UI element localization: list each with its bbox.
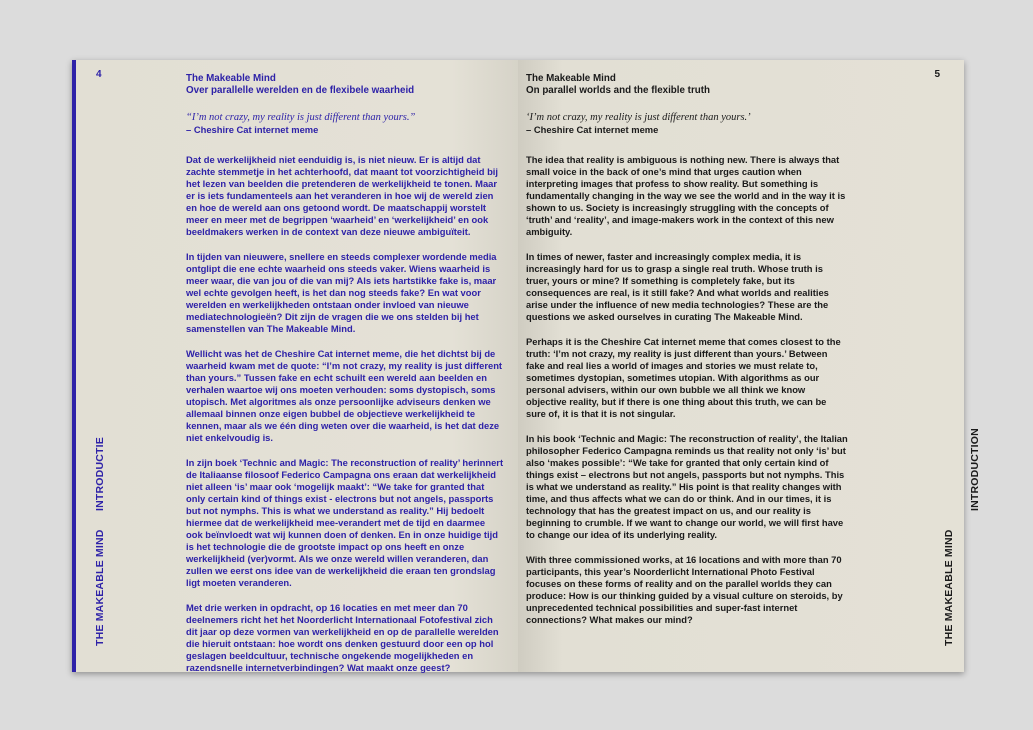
right-quote-source: – Cheshire Cat internet meme	[526, 124, 659, 135]
right-paragraph-4: In his book ‘Technic and Magic: The reconstruction of reality’, the Italian philosopher Federico Campagna reminds us that reality not only ‘is’ but also ‘makes possible’: “We take for granted that only certain kind of things exist – electrons but not angels, passports but not nymphs. This is what we understand as reality.” His point is that reality changes with time, and thus affects what we can do or think. And in our times, it is technology that has the greatest impact on us, and our reality is beginning to crumble. If we want to change our world, we will first have to change our idea of its underlying reality.	[526, 433, 848, 540]
left-quote: “I’m not crazy, my reality is just different than yours.”	[186, 112, 416, 123]
right-quote: ‘I’m not crazy, my reality is just different than yours.’	[526, 112, 751, 123]
right-quote-block	[526, 112, 848, 136]
left-quote-source: – Cheshire Cat internet meme	[186, 124, 319, 135]
right-vertical-section: INTRODUCTION	[969, 428, 982, 511]
page-number-right: 5	[934, 69, 940, 80]
right-title: The Makeable Mind	[526, 73, 616, 84]
right-subtitle: On parallel worlds and the flexible truth	[526, 85, 710, 96]
left-subtitle: Over parallelle werelden en de flexibele waarheid	[186, 85, 415, 96]
right-paragraph-3: Perhaps it is the Cheshire Cat internet meme that comes closest to the truth: ‘I’m not crazy, my reality is just different than yours.’ Between fake and real lies a world of images and stories we must relate to, sometimes dystopian, sometimes utopian. With algorithms as our personal advisers, within our own bubble we all think we know objective reality, but if there is one thing about this truth, we can be sure of, it is that it is not singular.	[526, 336, 841, 419]
right-paragraph-5: With three commissioned works, at 16 locations and with more than 70 participants, this year’s Noorderlicht International Photo Festival focuses on these forms of reality and on the parallel worlds they can produce: How is our thinking guided by a visual culture on steroids, by unprecedented technical possibilities and super-fast internet connections? What makes our mind?	[526, 554, 843, 625]
magazine-spread	[72, 60, 982, 673]
left-paragraph-2: In tijden van nieuwere, snellere en steeds complexer wordende media ontglipt die ene echte waarheid ons steeds vaker. Wiens waarheid is meer waar, die van jou of die van mij? Als iets hartstikke fake is, maar wel echte gevolgen heeft, is het dan nog steeds fake? En wat voor werelden en werkelijkheden ontstaan onder invloed van nieuwe mediatechnologieën? Dit zijn de vragen die we ons stelden bij het samenstellen van The Makeable Mind.	[186, 251, 497, 334]
left-vertical-series: THE MAKEABLE MIND	[94, 529, 106, 646]
left-paragraph-3: Wellicht was het de Cheshire Cat internet meme, die het dichtst bij de waarheid kwam met de quote: “I’m not crazy, my reality is just different than yours.” Tussen fake en echt schuilt een wereld aan beelden en verhalen waartoe wij ons moeten verhouden: soms dystopisch, soms utopisch. Met algoritmes als onze persoonlijke adviseurs denken we allemaal binnen onze eigen bubbel de objectieve werkelijkheid te kennen, maar als we één ding weten over die waarheid, is het dat deze niet enkelvoudig is.	[186, 348, 503, 443]
right-article	[526, 73, 848, 626]
left-quote-block	[186, 112, 504, 136]
left-title: The Makeable Mind	[186, 73, 276, 84]
left-paragraph-4: In zijn boek ‘Technic and Magic: The reconstruction of reality’ herinnert de Italiaanse filosoof Federico Campagna ons eraan dat werkelijkheid niet alleen ‘is’ maar ook ‘mogelijk maakt’: “We take for granted that only certain kind of things exist - electrons but not angels, passports but not nymphs. This is what we understand as reality.” Hij bedoelt hiermee dat de werkelijkheid mee-verandert met de tijd en daarmee ook beïnvloedt wat wij kunnen doen of denken. En in onze huidige tijd is het technologie die de grootste impact op ons heeft en onze werkelijkheid (ver)vormt. Als we onze wereld willen veranderen, dan zullen we eerst ons idee van de werkelijkheid die eraan ten grondslag ligt moeten veranderen.	[186, 457, 504, 588]
right-paragraph-2: In times of newer, faster and increasingly complex media, it is increasingly hard for us to grasp a single real truth. Whose truth is truer, yours or mine? If something is completely fake, but its consequences are real, is it still fake? And what worlds and realities arise under the influence of new media technologies? These are the questions we asked ourselves in curating The Makeable Mind.	[526, 251, 829, 322]
right-page	[518, 60, 982, 672]
left-paragraph-1: Dat de werkelijkheid niet eenduidig is, is niet nieuw. Er is altijd dat zachte stemmetje in het achterhoofd, dat maant tot voorzichtigheid bij het lezen van beelden die pretenderen de werkelijkheid te tonen. Maar er is iets fundamenteels aan het veranderen in hoe wij de wereld zien en hoe de wereld aan ons getoond wordt. De maatschappij worstelt meer en meer met de begrippen ‘waarheid’ en ‘werkelijkheid’ en ook beeldmakers werken in de context van deze nieuwe ambiguïteit.	[186, 154, 499, 237]
right-paragraph-1: The idea that reality is ambiguous is nothing new. There is always that small voice in the back of one’s mind that urges caution when interpreting images that profess to show reality. But something is fundamentally changing in the way we see the world and in the way it is shown to us. Society is increasingly struggling with the concepts of ‘truth’ and ‘reality’, and image-makers work in the context of this new ambiguity.	[526, 154, 846, 237]
left-page	[72, 60, 518, 672]
left-article	[186, 73, 504, 674]
page-number-left: 4	[96, 69, 102, 80]
left-vertical-section: INTRODUCTIE	[94, 437, 106, 511]
right-vertical-series: THE MAKEABLE MIND	[943, 529, 956, 646]
left-paragraph-5: Met drie werken in opdracht, op 16 locaties en met meer dan 70 deelnemers richt het het Noorderlicht Internationaal Fotofestival zich dit jaar op deze vormen van werkelijkheid en op de parallelle werelden die hieruit ontstaan: hoe wordt ons denken gestuurd door een op hol geslagen beeldcultuur, technische ongekende mogelijkheden en razendsnelle internetverbindingen? Wat maakt onze geest?	[186, 602, 499, 673]
